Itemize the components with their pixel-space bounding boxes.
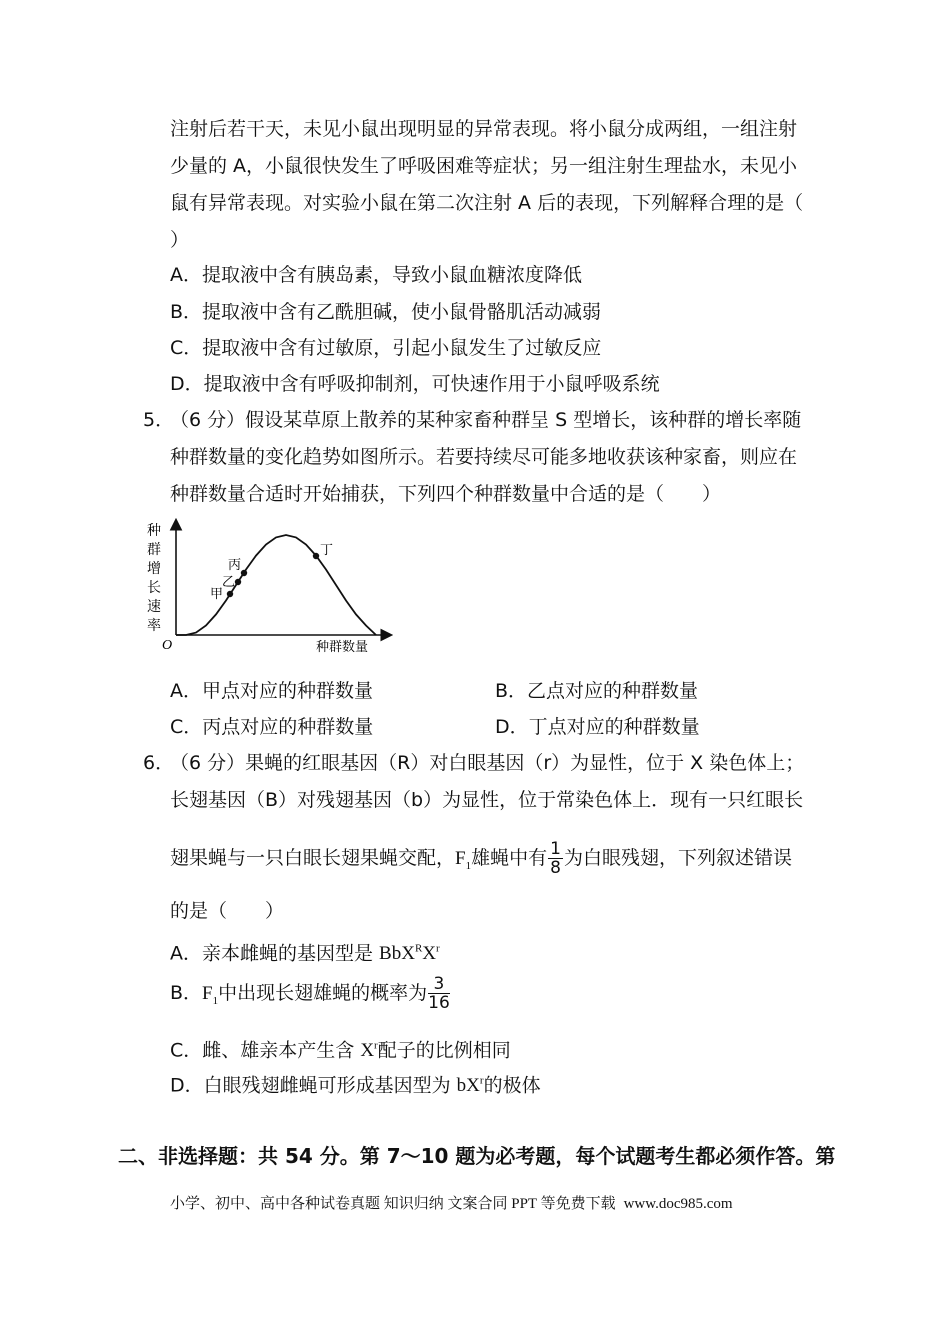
growth-rate-chart [140, 515, 400, 660]
q6-stem-line-1: （6 分）果蝇的红眼基因（R）对白眼基因（r）为显性，位于 X 染色体上； [170, 752, 805, 774]
frac1-denominator: 8 [550, 858, 561, 878]
genotype-a-sup1: R [414, 943, 423, 955]
genotype-c-x: X [360, 1040, 375, 1062]
q6-stem-line-3-b: 雄蝇中有 [471, 847, 548, 869]
footer-url[interactable]: www.doc985.com [623, 1196, 733, 1212]
point-丙 [241, 570, 247, 576]
frac2-denominator: 16 [428, 993, 450, 1013]
footer-text: 小学、初中、高中各种试卷真题 知识归纳 文案合同 PPT 等免费下载 [170, 1196, 616, 1212]
point-label-丙: 丙 [228, 558, 242, 573]
q4-option-b: B．提取液中含有乙酰胆碱，使小鼠骨骼肌活动减弱 [170, 301, 602, 323]
f1-f: F [455, 848, 466, 869]
q6-option-c [170, 1034, 511, 1063]
q4-stem-line-1: 注射后若干天，未见小鼠出现明显的异常表现。将小鼠分成两组，一组注射 [170, 118, 798, 140]
q5-number: 5． [143, 409, 175, 431]
y-axis-label-char: 增 [147, 561, 161, 577]
point-label-甲: 甲 [210, 587, 224, 602]
genotype-d-main: bX [456, 1075, 480, 1097]
q6-stem-line-3 [170, 838, 792, 886]
fraction-three-sixteenths [428, 975, 450, 1012]
q6-option-b-text: 中出现长翅雄蝇的概率为 [218, 982, 428, 1004]
q5-option-b: B．乙点对应的种群数量 [495, 680, 699, 702]
point-丁 [313, 553, 319, 559]
q6-option-c-suffix: 配子的比例相同 [377, 1039, 511, 1062]
q6-number: 6． [143, 752, 175, 774]
frac2-numerator: 3 [428, 975, 450, 994]
q6-stem-line-2: 长翅基因（B）对残翅基因（b）为显性，位于常染色体上．现有一只红眼长 [170, 789, 804, 811]
q5-option-d: D．丁点对应的种群数量 [495, 716, 700, 738]
q4-stem-line-2: 少量的 A，小鼠很快发生了呼吸困难等症状；另一组注射生理盐水，未见小 [170, 155, 798, 177]
q6-option-d-suffix: 的极体 [483, 1074, 541, 1097]
q6-option-b [170, 972, 451, 1022]
q6-option-d [170, 1069, 541, 1098]
page-footer [170, 1192, 733, 1213]
point-label-乙: 乙 [222, 575, 236, 590]
genotype-d-sup: r [479, 1075, 484, 1087]
y-axis-label-char: 率 [147, 618, 161, 634]
y-axis-label [147, 523, 161, 634]
genotype-c-sup: r [374, 1040, 378, 1052]
q6-stem-line-3-c: 为白眼残翅，下列叙述错误 [563, 847, 792, 869]
q6-option-a [170, 937, 440, 966]
x-axis-label: 种群数量 [316, 640, 369, 655]
point-乙 [235, 579, 241, 585]
genotype-a-x2: X [422, 943, 437, 965]
f1-sub: 1 [465, 859, 472, 872]
growth-curve [176, 535, 376, 635]
genotype-a [379, 943, 440, 964]
q6-stem-line-4: 的是（ ） [170, 900, 285, 922]
q6-option-c-prefix: C．雌、雄亲本产生含 [170, 1039, 361, 1062]
q5-stem-line-2: 种群数量的变化趋势如图所示。若要持续尽可能多地收获该种家畜，则应在 [170, 446, 798, 468]
y-axis-label-char: 速 [147, 599, 161, 615]
f1-b-f: F [202, 983, 213, 1004]
genotype-a-main: BbX [379, 943, 415, 965]
point-label-丁: 丁 [320, 543, 334, 558]
q5-stem-line-1: （6 分）假设某草原上散养的某种家畜种群呈 S 型增长，该种群的增长率随 [170, 409, 802, 431]
q6-stem-line-3-a: 翅果蝇与一只白眼长翅果蝇交配， [170, 847, 456, 869]
q4-option-c: C．提取液中含有过敏原，引起小鼠发生了过敏反应 [170, 337, 602, 359]
fraction-one-eighth [548, 840, 563, 877]
q5-stem-line-3: 种群数量合适时开始捕获，下列四个种群数量中合适的是（ ） [170, 483, 722, 505]
q6-option-b-prefix: B． [170, 982, 203, 1004]
q4-stem-line-3: 鼠有异常表现。对实验小鼠在第二次注射 A 后的表现，下列解释合理的是（ [170, 192, 804, 214]
q4-option-d: D．提取液中含有呼吸抑制剂，可快速作用于小鼠呼吸系统 [170, 373, 660, 395]
f1-label-b [202, 983, 219, 1007]
q6-option-d-prefix: D．白眼残翅雌蝇可形成基因型为 [170, 1074, 457, 1097]
frac1-numerator: 1 [550, 839, 561, 859]
genotype-a-sup2: r [436, 943, 440, 955]
curve-points [210, 543, 333, 602]
y-axis-label-char: 长 [147, 580, 161, 596]
f1-b-sub: 1 [212, 994, 219, 1007]
q4-option-a: A．提取液中含有胰岛素，导致小鼠血糖浓度降低 [170, 264, 582, 286]
section-2-heading: 二、非选择题：共 54 分。第 7～10 题为必考题，每个试题考生都必须作答。第 [118, 1144, 836, 1168]
f1-label [455, 848, 472, 872]
y-axis-label-char: 群 [147, 542, 161, 558]
y-axis-label-char: 种 [147, 523, 161, 539]
q4-stem-line-4: ） [170, 229, 190, 251]
origin-label: O [162, 638, 173, 653]
q5-option-c: C．丙点对应的种群数量 [170, 716, 374, 738]
genotype-d [457, 1075, 484, 1096]
point-甲 [227, 591, 233, 597]
q5-option-a: A．甲点对应的种群数量 [170, 680, 373, 702]
q6-option-a-text: A．亲本雌蝇的基因型是 [170, 942, 380, 965]
genotype-c [360, 1040, 377, 1061]
